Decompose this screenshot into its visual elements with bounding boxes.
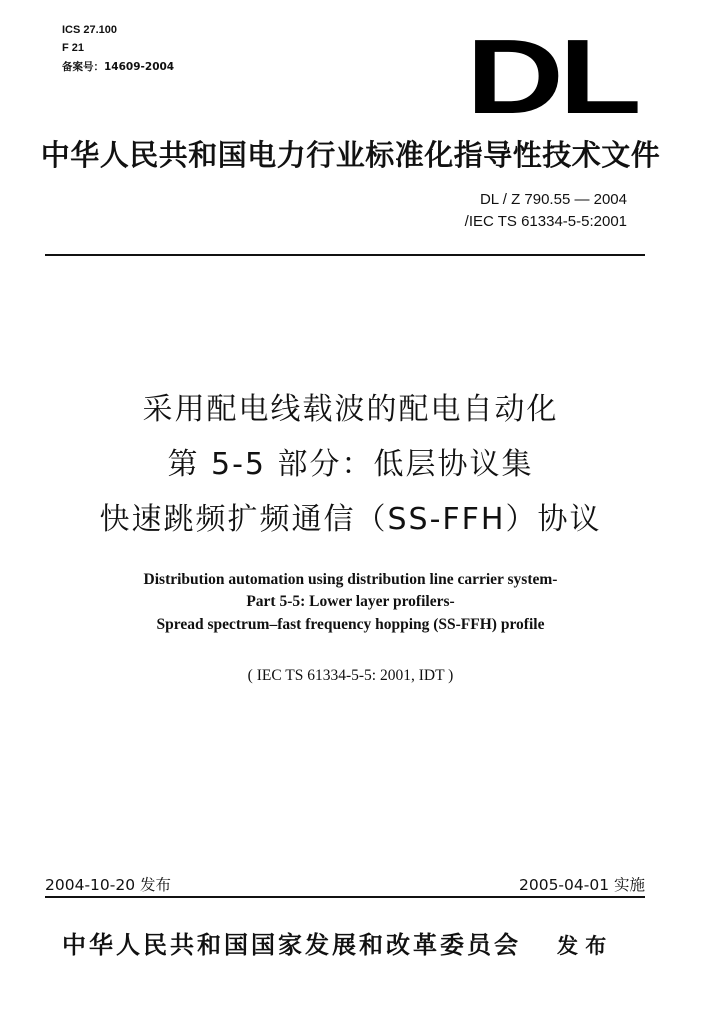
adoption-note: ( IEC TS 61334-5-5: 2001, IDT ) [247,667,454,684]
issuing-action: 发 布 [557,934,607,958]
english-title-line: Distribution automation using distribution line carrier system- [143,571,558,588]
equivalent-standard-number: /IEC TS 61334-5-5:2001 [464,213,627,230]
ccs-code: F 21 [62,42,85,54]
implementation-date: 2005-04-01 实施 [518,876,645,894]
document-type-heading: 中华人民共和国电力行业标准化指导性技术文件 [40,138,661,172]
header-divider [45,254,645,256]
ics-code: ICS 27.100 [62,24,118,36]
record-number: 备案号：14609-2004 [62,61,175,73]
footer-divider [45,896,645,898]
chinese-title-line: 采用配电线载波的配电自动化 [142,392,559,427]
chinese-title-line: 第 5-5 部分：低层协议集 [167,447,534,482]
issuing-organization: 中华人民共和国国家发展和改革委员会 [62,931,521,959]
chinese-title-line: 快速跳频扩频通信（SS-FFH）协议 [99,502,602,537]
english-title-line: Part 5-5: Lower layer profilers- [246,593,455,610]
dl-logo: DL [466,18,637,136]
issue-date: 2004-10-20 发布 [45,876,172,894]
english-title-line: Spread spectrum–fast frequency hopping (SS-FFH) profile [156,616,545,633]
standard-number: DL / Z 790.55 — 2004 [479,191,627,208]
